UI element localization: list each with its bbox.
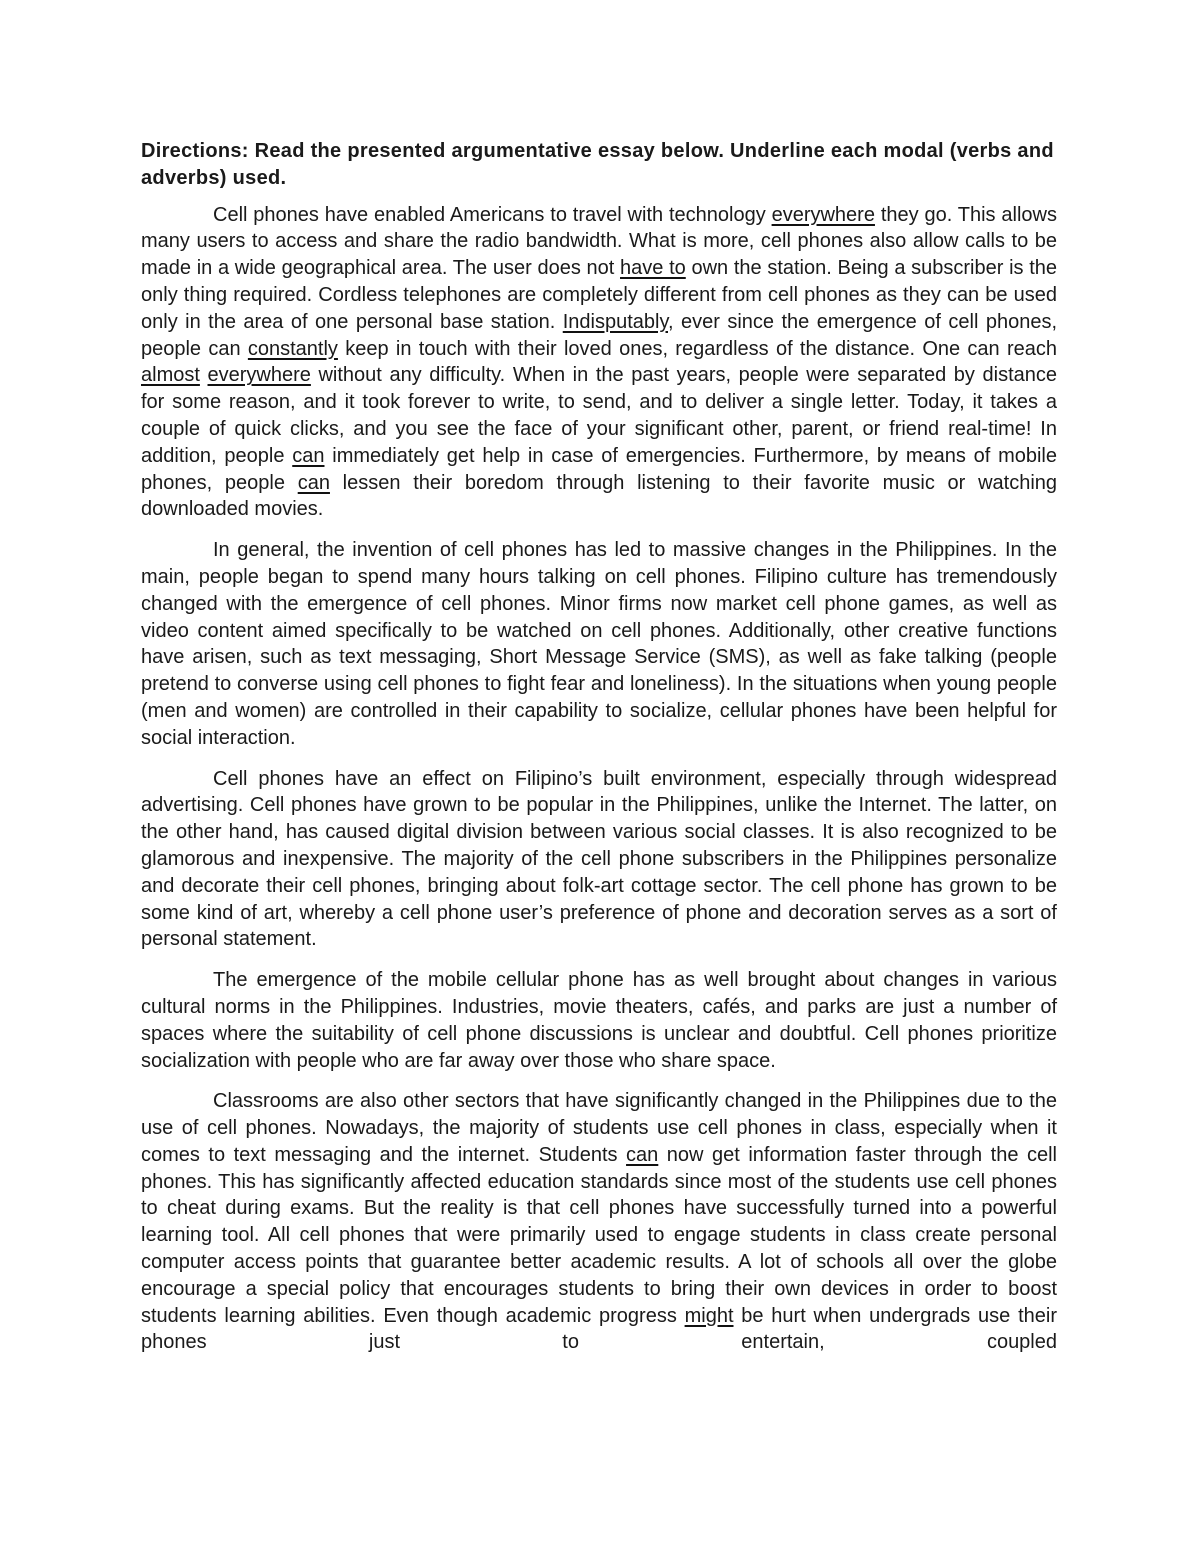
- essay-text: The emergence of the mobile cellular phone has as well brought about changes in various cultural norms in the Philippines. Industries, movie theaters, cafés, and parks are just a number of spaces where the suitability of cell phone discussions is unclear and doubtful. Cell phones prioritize socialization with people who are far away over those who share space.: [141, 969, 1057, 1072]
- underlined-modal: have to: [620, 257, 686, 280]
- underlined-modal: can: [297, 471, 330, 494]
- essay-text: immediately get help in case of emergencies. Furthermore, by means of mobile phones, people: [141, 444, 1057, 494]
- essay-text: lessen their boredom through listening to their favorite music or watching downloaded movies.: [141, 471, 1058, 521]
- document-body: [141, 138, 1057, 1370]
- essay-text: , ever since the emergence of cell phones, people can: [141, 310, 1057, 360]
- essay-text: they go. This allows many users to access and share the radio bandwidth. What is more, cell phones also allow calls to be made in a wide geographical area. The user does not: [141, 203, 1057, 280]
- essay-text: be hurt when undergrads use their phones just to entertain, coupled: [141, 1304, 1057, 1354]
- underlined-modal: everywhere: [207, 364, 311, 387]
- essay-paragraph: [141, 967, 1057, 1074]
- essay-text: keep in touch with their loved ones, regardless of the distance. One can reach: [337, 337, 1057, 360]
- underlined-modal: might: [684, 1304, 734, 1327]
- essay-paragraph: [141, 766, 1057, 954]
- essay-text: Classrooms are also other sectors that have significantly changed in the Philippines due to the use of cell phones. Nowadays, the majority of students use cell phones in class, especially when it comes to text messaging and the internet. Students: [141, 1090, 1057, 1166]
- essay-text: Cell phones have enabled Americans to travel with technology: [213, 203, 772, 226]
- underlined-modal: Indisputably: [562, 310, 668, 333]
- essay-paragraph: [141, 1088, 1057, 1356]
- underlined-modal: everywhere: [771, 203, 875, 226]
- essay-body: [141, 202, 1057, 1357]
- underlined-modal: can: [626, 1143, 659, 1166]
- essay-text: Cell phones have an effect on Filipino’s built environment, especially through widespread advertising. Cell phones have grown to be popular in the Philippines, unlike the Internet. The latter, on the other hand, has caused digital division between various social classes. It is also recognized to be glamorous and inexpensive. The majority of the cell phone subscribers in the Philippines personalize and decorate their cell phones, bringing about folk-art cottage sector. The cell phone has grown to be some kind of art, whereby a cell phone user’s preference of phone and decoration serves as a sort of personal statement.: [141, 767, 1057, 951]
- essay-text: without any difficulty. When in the past years, people were separated by distance for some reason, and it took forever to write, to send, and to deliver a single letter. Today, it takes a couple of quick clicks, and you see the face of your significant other, parent, or friend real-time! In addition, people: [141, 364, 1057, 467]
- essay-text: own the station. Being a subscriber is the only thing required. Cordless telephones are completely different from cell phones as they can be used only in the area of one personal base station.: [141, 257, 1058, 333]
- essay-paragraph: [141, 202, 1057, 524]
- essay-text: [200, 364, 208, 386]
- underlined-modal: constantly: [247, 337, 338, 360]
- underlined-modal: can: [292, 444, 325, 467]
- directions-heading: Directions: Read the presented argumentative essay below. Underline each modal (verbs and adverbs) used.: [141, 140, 1054, 189]
- underlined-modal: almost: [141, 364, 200, 387]
- essay-text: In general, the invention of cell phones has led to massive changes in the Philippines. In the main, people began to spend many hours talking on cell phones. Filipino culture has tremendously changed with the emergence of cell phones. Minor firms now market cell phone games, as well as video content aimed specifically to be watched on cell phones. Additionally, other creative functions have arisen, such as text messaging, Short Message Service (SMS), as well as fake talking (people pretend to converse using cell phones to fight fear and loneliness). In the situations when young people (men and women) are controlled in their capability to socialize, cellular phones have been helpful for social interaction.: [141, 539, 1057, 749]
- essay-paragraph: [141, 537, 1057, 751]
- essay-text: now get information faster through the cell phones. This has significantly affected education standards since most of the students use cell phones to cheat during exams. But the reality is that cell phones have successfully turned into a powerful learning tool. All cell phones that were primarily used to engage students in class create personal computer access points that guarantee better academic results. A lot of schools all over the globe encourage a special policy that encourages students to bring their own devices in order to boost students learning abilities. Even though academic progress: [141, 1143, 1057, 1327]
